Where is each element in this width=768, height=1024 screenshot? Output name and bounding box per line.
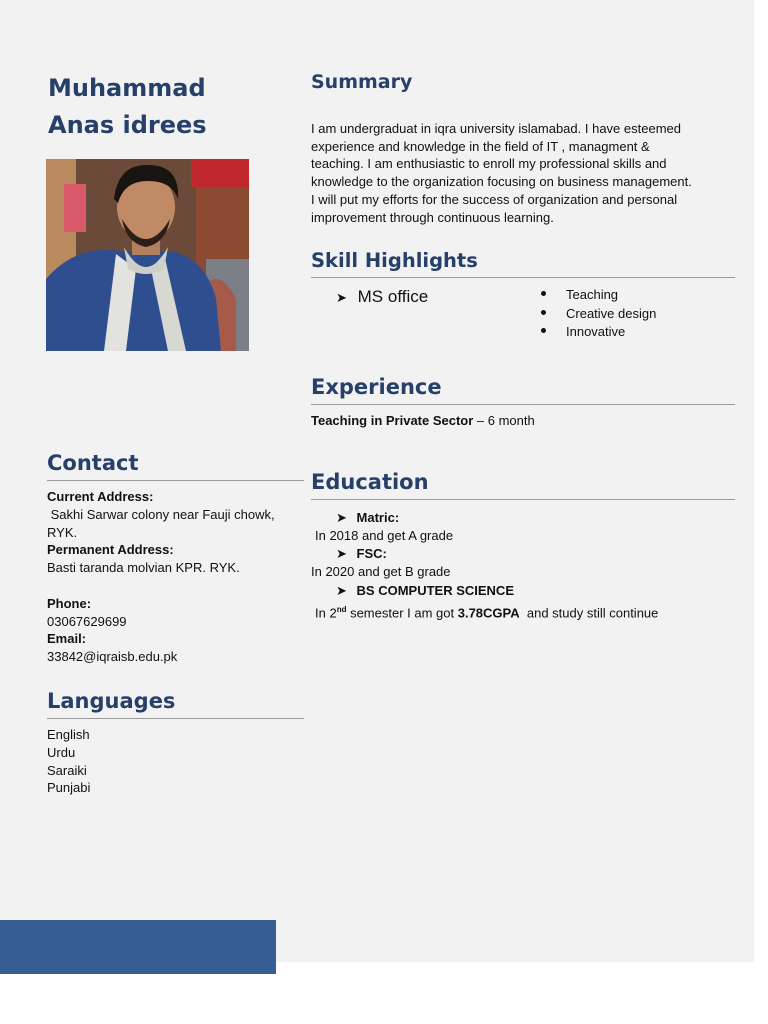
arrow-bullet-icon: ➤ — [336, 546, 347, 561]
skill-main — [336, 285, 428, 310]
bullet-icon — [541, 291, 546, 296]
arrow-bullet-icon: ➤ — [336, 510, 347, 525]
summary-line: improvement through continuous learning. — [311, 209, 554, 225]
summary-line: I am undergraduat in iqra university islamabad. I have esteemed — [311, 121, 681, 136]
contact-details — [47, 488, 302, 666]
arrow-bullet-icon: ➤ — [336, 583, 347, 598]
education-bs-label: ➤ BS COMPUTER SCIENCE — [336, 583, 514, 598]
language-item: Saraiki — [47, 762, 87, 778]
bullet-icon — [541, 310, 546, 315]
phone-value[interactable]: 03067629699 — [47, 613, 127, 629]
profile-photo — [46, 159, 249, 351]
education-matric-detail: In 2018 and get A grade — [315, 528, 454, 543]
language-item: Urdu — [47, 744, 76, 760]
languages-list — [47, 726, 90, 797]
last-name: Anas idrees — [48, 111, 207, 139]
education-heading: Education — [311, 470, 429, 494]
skill-item: Innovative — [541, 323, 625, 342]
skill-item: Creative design — [541, 305, 656, 324]
languages-divider — [47, 718, 304, 719]
summary-line: teaching. I am enthusiastic to enroll my professional skills and — [311, 156, 667, 172]
education-bs-detail: In 2nd semester I am got 3.78CGPA and study still continue — [315, 605, 659, 621]
education-fsc-detail: In 2020 and get B grade — [311, 564, 451, 579]
permanent-address-label: Permanent Address: — [47, 542, 174, 558]
contact-heading: Contact — [47, 451, 139, 475]
cgpa-value: 3.78CGPA — [457, 605, 520, 621]
current-address-label: Current Address: — [47, 489, 154, 504]
languages-heading: Languages — [47, 689, 176, 713]
permanent-address-value: Basti taranda molvian KPR. RYK. — [47, 560, 240, 576]
person-name — [48, 70, 298, 144]
experience-heading: Experience — [311, 375, 442, 399]
education-fsc-label: ➤ FSC: — [336, 546, 387, 561]
email-value[interactable]: 33842@iqraisb.edu.pk — [47, 649, 178, 665]
first-name: Muhammad — [48, 74, 206, 102]
current-address-line: Sakhi Sarwar colony near Fauji chowk, — [47, 506, 275, 522]
arrow-bullet-icon: ➤ — [336, 290, 347, 305]
contact-divider — [47, 480, 304, 481]
skill-item: Teaching — [541, 286, 618, 305]
language-item: Punjabi — [47, 780, 91, 796]
summary-heading: Summary — [311, 71, 413, 93]
experience-duration: – 6 month — [473, 413, 535, 428]
experience-divider — [311, 404, 735, 405]
skills-divider — [311, 277, 735, 278]
skill-main-label: MS office — [357, 287, 429, 306]
experience-entry — [311, 412, 535, 430]
summary-line: I will put my efforts for the success of organization and personal — [311, 191, 678, 207]
experience-role: Teaching in Private Sector — [311, 413, 474, 428]
skills-heading: Skill Highlights — [311, 249, 478, 272]
phone-label: Phone: — [47, 595, 92, 611]
summary-line: knowledge to the organization focusing on business management. — [311, 174, 692, 190]
current-address-line: RYK. — [47, 524, 78, 540]
bullet-icon — [541, 328, 546, 333]
summary-text — [311, 120, 736, 226]
email-label: Email: — [47, 631, 87, 647]
summary-line: experience and knowledge in the field of IT , managment & — [311, 138, 650, 154]
footer-accent-bar — [0, 920, 276, 974]
education-divider — [311, 499, 735, 500]
education-matric-label: ➤ Matric: — [336, 510, 400, 525]
language-item: English — [47, 727, 90, 742]
